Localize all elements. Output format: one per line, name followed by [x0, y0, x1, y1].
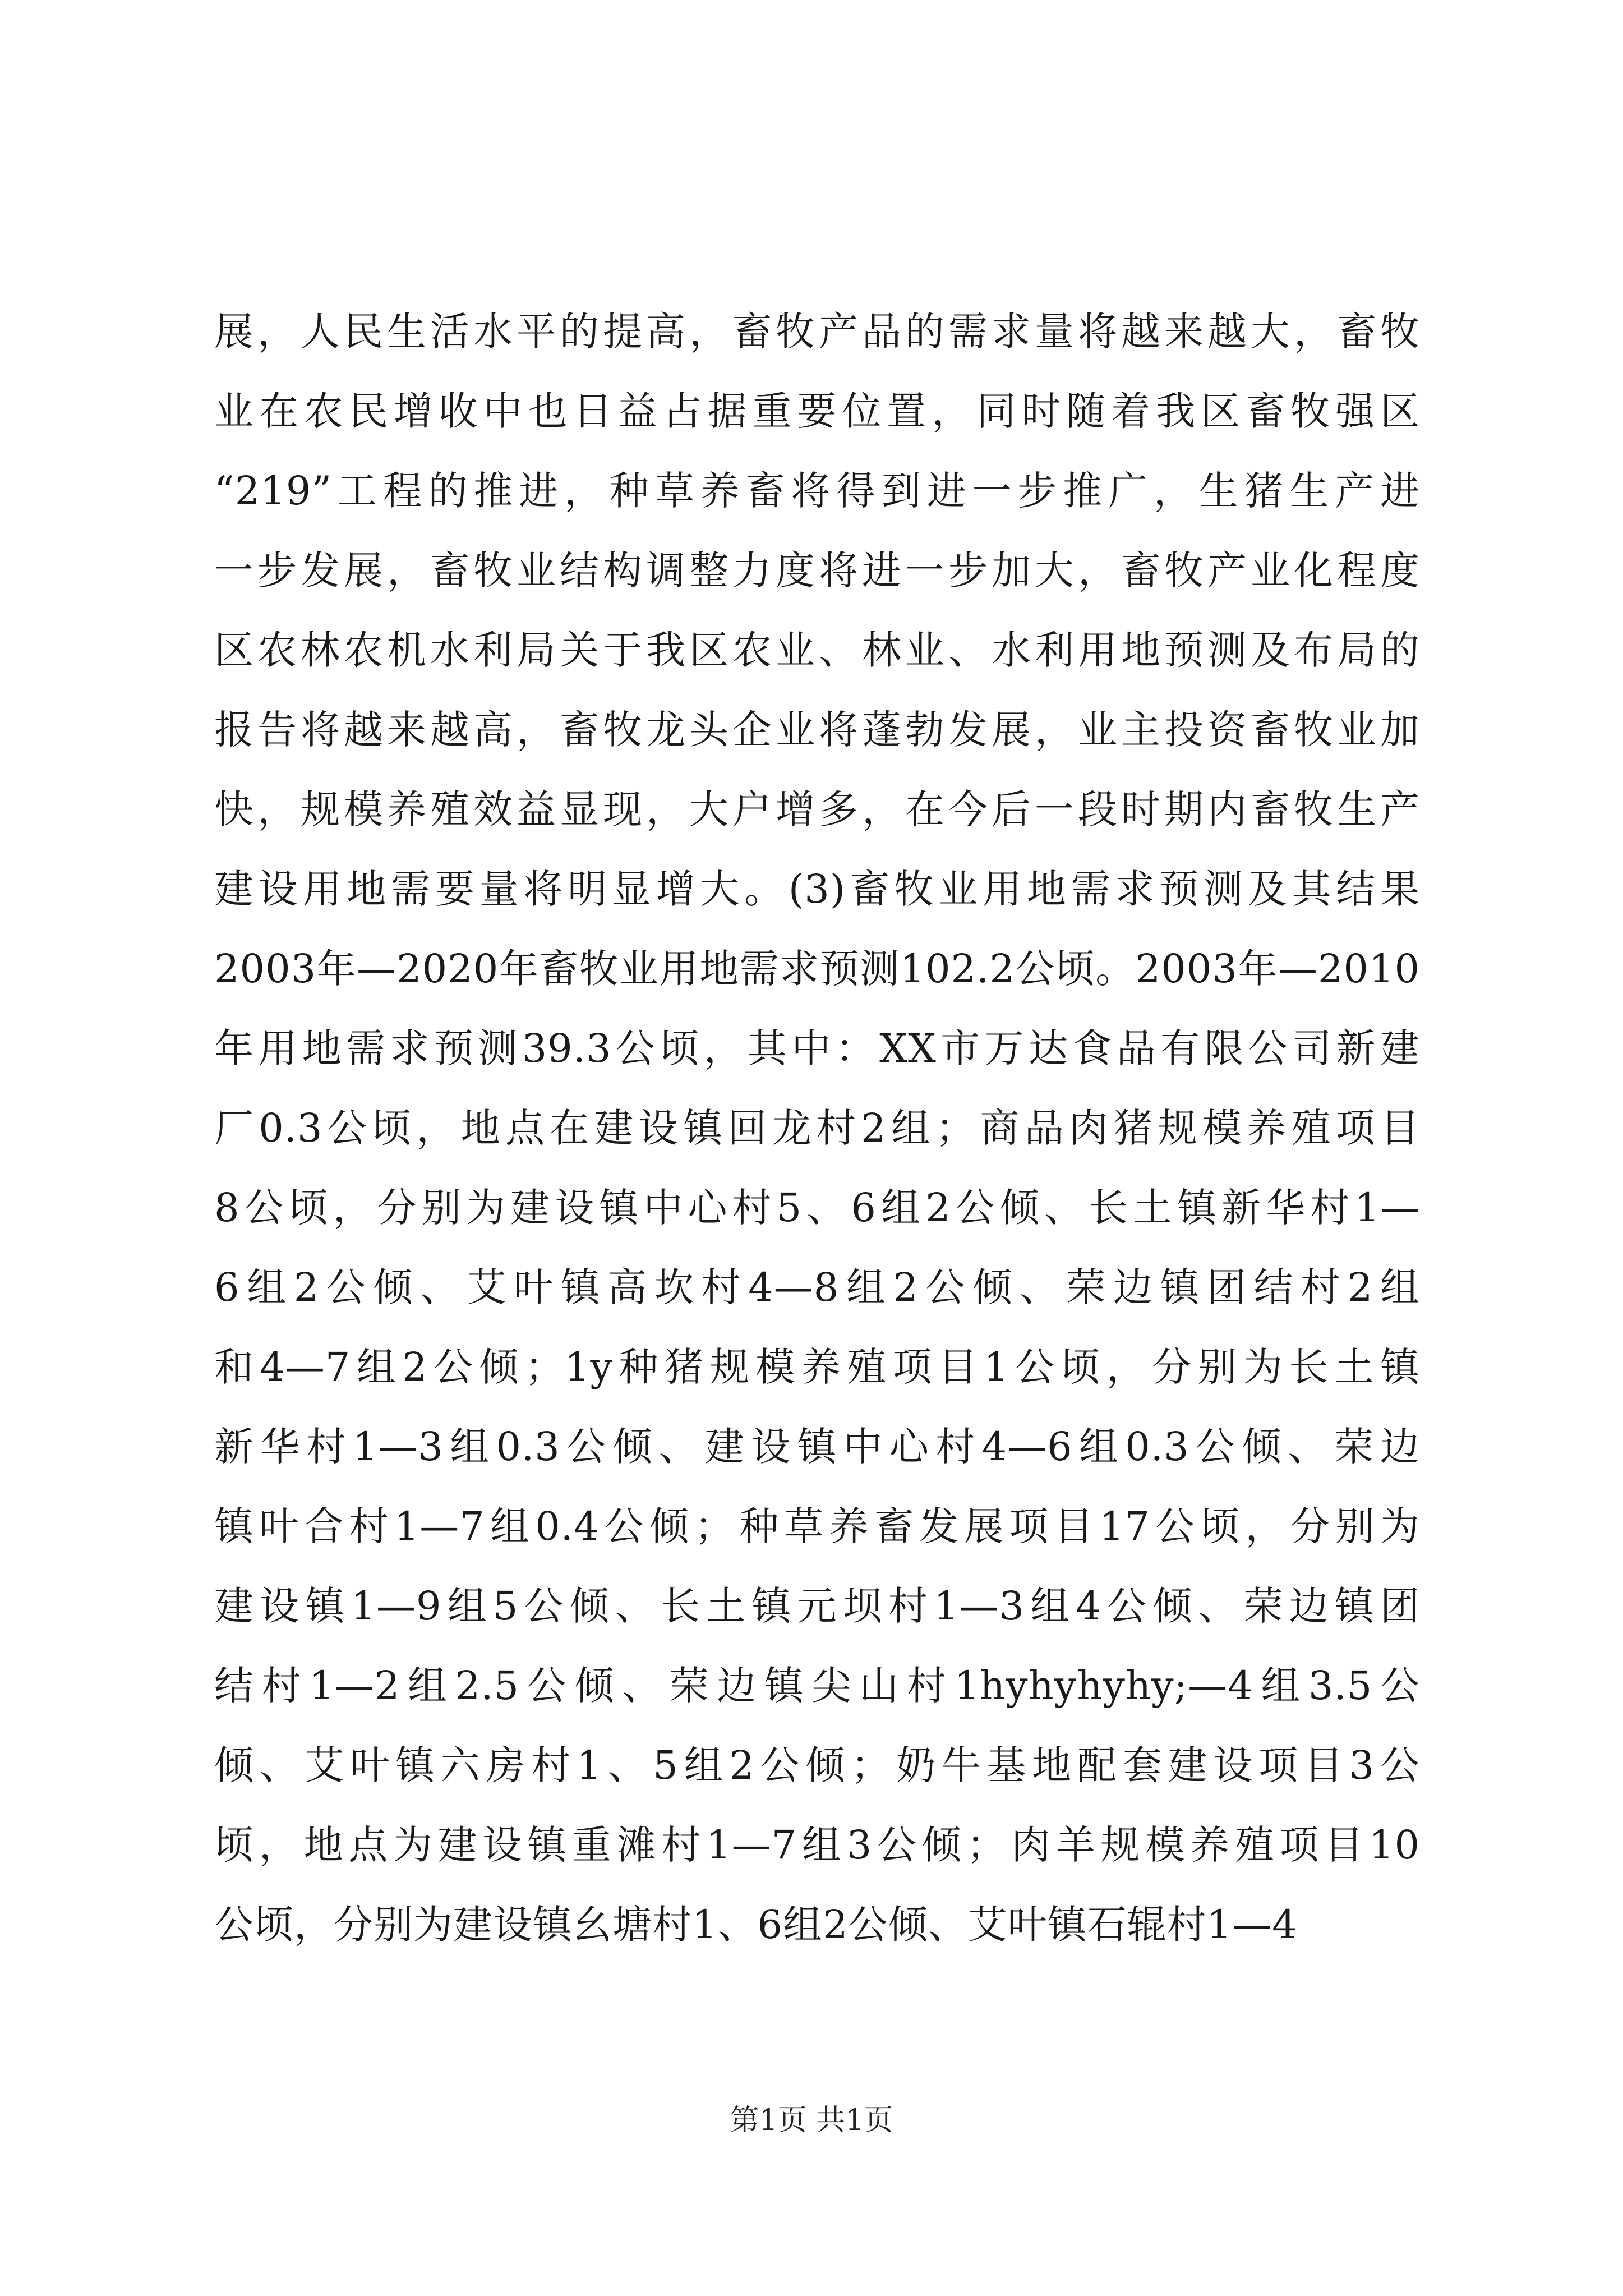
text-line: 建设用地需要量将明显增大。(3)畜牧业用地需求预测及其结果 [214, 866, 1420, 912]
text-line: 厂0.3公顷，地点在建设镇回龙村2组；商品肉猪规模养殖项目 [214, 1105, 1420, 1151]
body-text [214, 292, 1420, 1964]
text-line: 和4—7组2公倾；1y种猪规模养殖项目1公顷，分别为长土镇 [214, 1344, 1420, 1390]
text-line: 一步发展，畜牧业结构调整力度将进一步加大，畜牧产业化程度 [214, 547, 1420, 593]
text-line: 顷，地点为建设镇重滩村1—7组3公倾；肉羊规模养殖项目10 [214, 1822, 1420, 1868]
text-line: 展，人民生活水平的提高，畜牧产品的需求量将越来越大，畜牧 [214, 309, 1420, 355]
text-line: 新华村1—3组0.3公倾、建设镇中心村4—6组0.3公倾、荣边 [214, 1424, 1420, 1470]
text-line: 建设镇1—9组5公倾、长土镇元坝村1—3组4公倾、荣边镇团 [214, 1583, 1420, 1629]
text-line: 公顷，分别为建设镇幺塘村1、6组2公倾、艾叶镇石辊村1—4 [214, 1902, 1298, 1948]
text-line: 倾、艾叶镇六房村1、5组2公倾；奶牛基地配套建设项目3公 [214, 1742, 1420, 1788]
text-line: 2003年—2020年畜牧业用地需求预测102.2公顷。2003年—2010 [214, 946, 1420, 992]
text-line: 快，规模养殖效益显现，大户增多，在今后一段时期内畜牧生产 [214, 786, 1420, 832]
text-line: 区农林农机水利局关于我区农业、林业、水利用地预测及布局的 [214, 627, 1420, 673]
page-footer: 第1页 共1页 [730, 2104, 893, 2137]
text-line: 镇叶合村1—7组0.4公倾；种草养畜发展项目17公顷，分别为 [214, 1503, 1420, 1549]
text-line: 报告将越来越高，畜牧龙头企业将蓬勃发展，业主投资畜牧业加 [214, 707, 1420, 753]
text-line: 结村1—2组2.5公倾、荣边镇尖山村1hyhyhyhy;—4组3.5公 [214, 1663, 1420, 1709]
text-line: “219”工程的推进，种草养畜将得到进一步推广，生猪生产进 [214, 468, 1420, 514]
text-line: 6组2公倾、艾叶镇高坎村4—8组2公倾、荣边镇团结村2组 [214, 1264, 1420, 1310]
text-line: 业在农民增收中也日益占据重要位置，同时随着我区畜牧强区 [214, 388, 1420, 434]
text-line: 年用地需求预测39.3公顷，其中：XX市万达食品有限公司新建 [214, 1025, 1420, 1071]
text-line: 8公顷，分别为建设镇中心村5、6组2公倾、长土镇新华村1— [214, 1185, 1420, 1231]
